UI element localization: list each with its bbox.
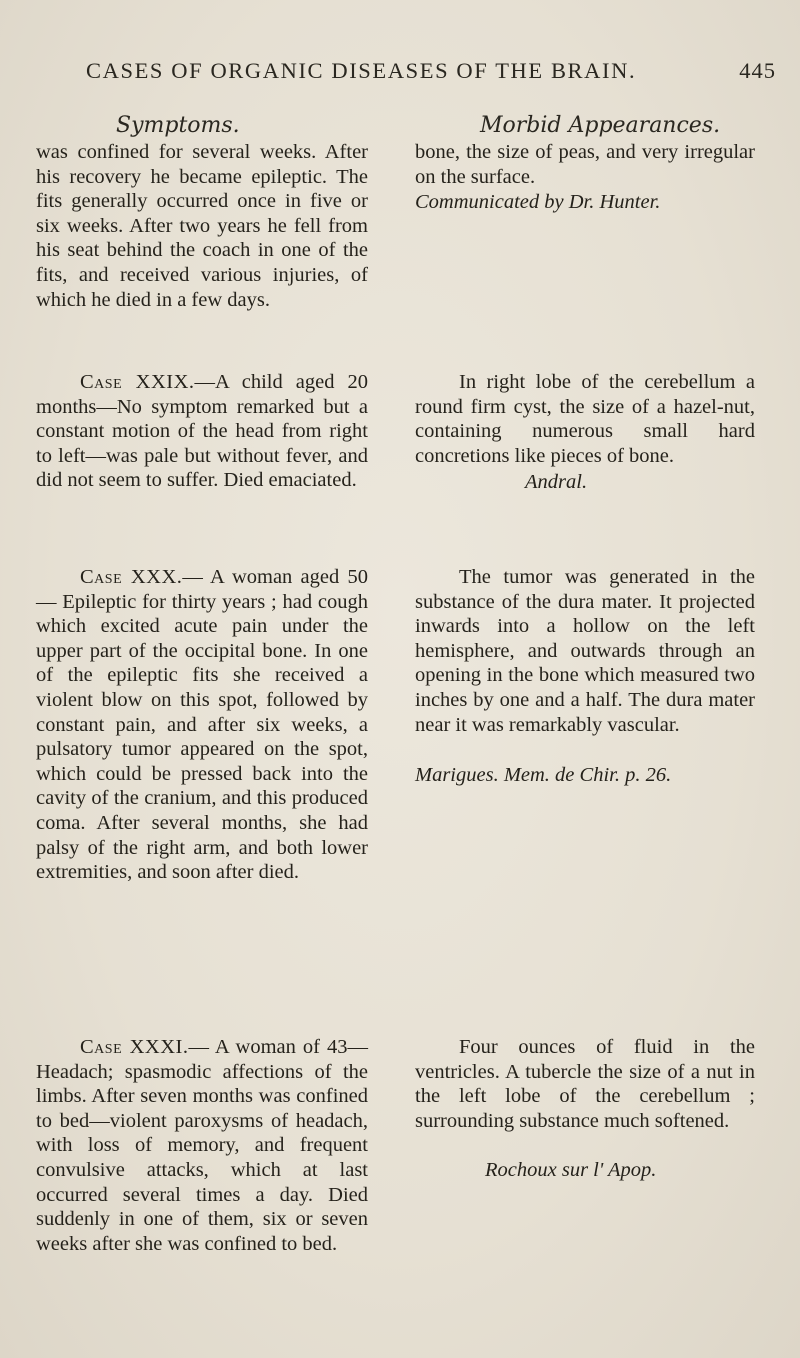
symptoms-text: — A woman of 43—Headach; spasmodic affections of the limbs. After seven months was confined to bed—violent paroxysms of headach, with loss of memory, and frequent convulsive attacks, which at last occurred several times a day. Died suddenly in one of them, six or seven weeks after she was confined to bed. — [36, 1036, 368, 1255]
case-label: Case XXIX. — [80, 371, 195, 393]
source-citation: Communicated by Dr. Hunter. — [415, 191, 661, 213]
symptoms-text: was confined for several weeks. After his recovery he became epileptic. The fits generally occurred once in five or six weeks. After two years he fell from his seat behind the coach in one of the fits, and received various injuries, of which he died in a few days. — [36, 141, 368, 311]
source-citation: Marigues. Mem. de Chir. p. 26. — [415, 764, 672, 786]
page-number: 445 — [739, 58, 776, 83]
case-label: Case XXXI. — [80, 1036, 189, 1058]
morbid-appearances-heading: Morbid Appearances. — [480, 113, 721, 138]
morbid-text: bone, the size of peas, and very irregular on the surface. — [415, 141, 755, 188]
morbid-text: In right lobe of the cerebellum a round firm cyst, the size of a hazel-nut, containing numerous small hard concretions like pieces of bone. — [415, 371, 755, 467]
source-citation: Andral. — [525, 471, 588, 493]
running-head — [86, 58, 776, 84]
morbid-text: The tumor was generated in the substance of the dura mater. It projected inwards into a hollow on the left hemisphere, and outwards through an opening in the bone which measured two inches by one and a half. The dura mater near it was remarkably vascular. — [415, 566, 755, 736]
symptoms-paragraph — [36, 1035, 368, 1256]
running-title: CASES OF ORGANIC DISEASES OF THE BRAIN. — [86, 58, 637, 83]
source-citation: Rochoux sur l' Apop. — [485, 1159, 657, 1181]
symptoms-paragraph — [36, 565, 368, 885]
symptoms-paragraph — [36, 370, 368, 493]
symptoms-text: — A woman aged 50— Epileptic for thirty years ; had cough which excited acute pain under the upper part of the occipital bone. In one of the epileptic fits she received a violent blow on this spot, followed by constant pain, and after six weeks, a pulsatory tumor appeared on the spot, which could be pressed back into the cavity of the cranium, and this produced coma. After several months, she had palsy of the right arm, and both lower extremities, and soon after died. — [36, 566, 368, 884]
symptoms-text: —A child aged 20 months—No symptom remarked but a constant motion of the head from right to left—was pale but without fever, and did not seem to suffer. Died emaciated. — [36, 371, 368, 492]
case-label: Case XXX. — [80, 566, 183, 588]
symptoms-heading: Symptoms. — [116, 113, 240, 138]
morbid-text: Four ounces of fluid in the ventricles. A tubercle the size of a nut in the left lobe of the cerebellum ; surrounding substance much softened. — [415, 1036, 755, 1132]
